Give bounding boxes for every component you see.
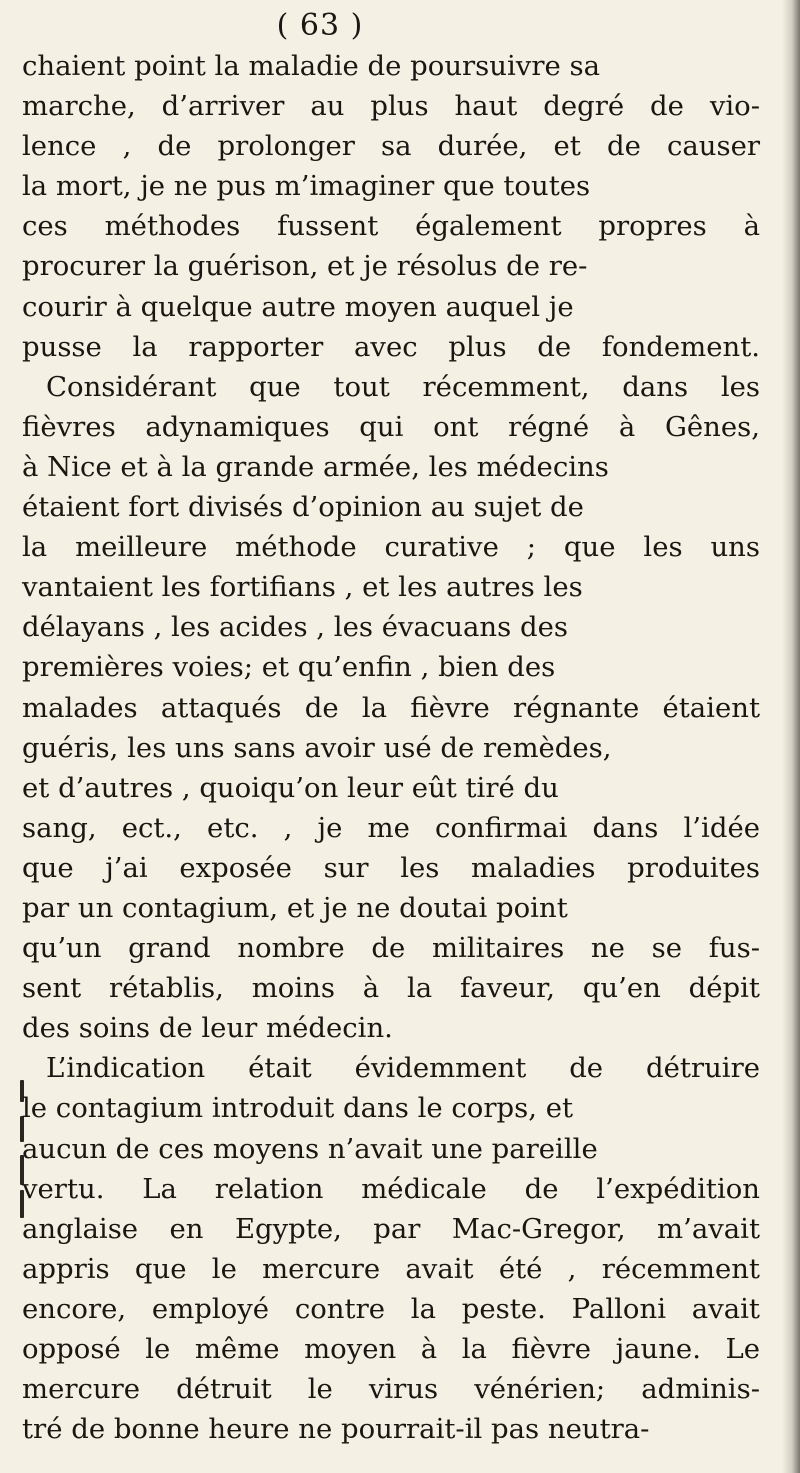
text-line: anglaise en Egypte, par Mac-Gregor, m’avait — [22, 1212, 761, 1245]
text-line: des soins de leur médecin. — [22, 1012, 393, 1045]
text-line: le contagium introduit dans le corps, et — [22, 1092, 574, 1125]
text-line: sang, ect., etc. , je me confirmai dans l’idée — [22, 811, 760, 844]
text-line: sent rétablis, moins à la faveur, qu’en dépit — [22, 972, 760, 1005]
text-line: tré de bonne heure ne pourrait-il pas neutra- — [22, 1413, 650, 1446]
text-line: encore, employé contre la peste. Palloni avait — [22, 1292, 760, 1325]
text-line: malades attaqués de la fièvre régnante étaient — [22, 691, 760, 724]
text-line: guéris, les uns sans avoir usé de remèdes, — [22, 731, 612, 764]
text-line: étaient fort divisés d’opinion au sujet de — [22, 491, 584, 524]
text-line: Considérant que tout récemment, dans les — [46, 370, 760, 403]
text-line: appris que le mercure avait été , récemment — [22, 1252, 760, 1285]
text-line: vantaient les fortifians , et les autres les — [22, 571, 583, 604]
body-text — [22, 46, 782, 1449]
page-edge-shadow — [782, 0, 800, 1473]
text-line: la meilleure méthode curative ; que les uns — [22, 531, 761, 564]
text-line: la mort, je ne pus m’imaginer que toutes — [22, 170, 591, 203]
page-number: ( 63 ) — [276, 8, 364, 43]
text-line: à Nice et à la grande armée, les médecins — [22, 450, 609, 483]
text-line: opposé le même moyen à la fièvre jaune. Le — [22, 1333, 761, 1365]
text-line: ces méthodes fussent également propres à — [22, 210, 761, 243]
text-line: aucun de ces moyens n’avait une pareille — [22, 1132, 598, 1165]
text-line: fièvres adynamiques qui ont régné à Gênes, — [22, 410, 761, 443]
text-line: mercure détruit le virus vénérien; adminis- — [22, 1373, 761, 1406]
text-line: courir à quelque autre moyen auquel je — [22, 290, 574, 323]
text-line: procurer la guérison, et je résolus de re- — [22, 250, 588, 283]
text-line: vertu. La relation médicale de l’expédition — [22, 1172, 761, 1205]
text-line: L’indication était évidemment de détruire — [46, 1052, 760, 1085]
text-line: chaient point la maladie de poursuivre sa — [22, 50, 601, 82]
text-line: par un contagium, et je ne doutai point — [22, 891, 568, 924]
text-line: qu’un grand nombre de militaires ne se fus- — [22, 932, 760, 965]
text-line: pusse la rapporter avec plus de fondement. — [22, 330, 761, 363]
text-line: et d’autres , quoiqu’on leur eût tiré du — [22, 771, 559, 804]
text-line: marche, d’arriver au plus haut degré de vio- — [22, 90, 760, 123]
text-line: que j’ai exposée sur les maladies produites — [22, 851, 761, 884]
text-line: délayans , les acides , les évacuans des — [22, 611, 568, 644]
text-line: premières voies; et qu’enfin , bien des — [22, 651, 556, 684]
text-line: lence , de prolonger sa durée, et de causer — [22, 130, 761, 163]
